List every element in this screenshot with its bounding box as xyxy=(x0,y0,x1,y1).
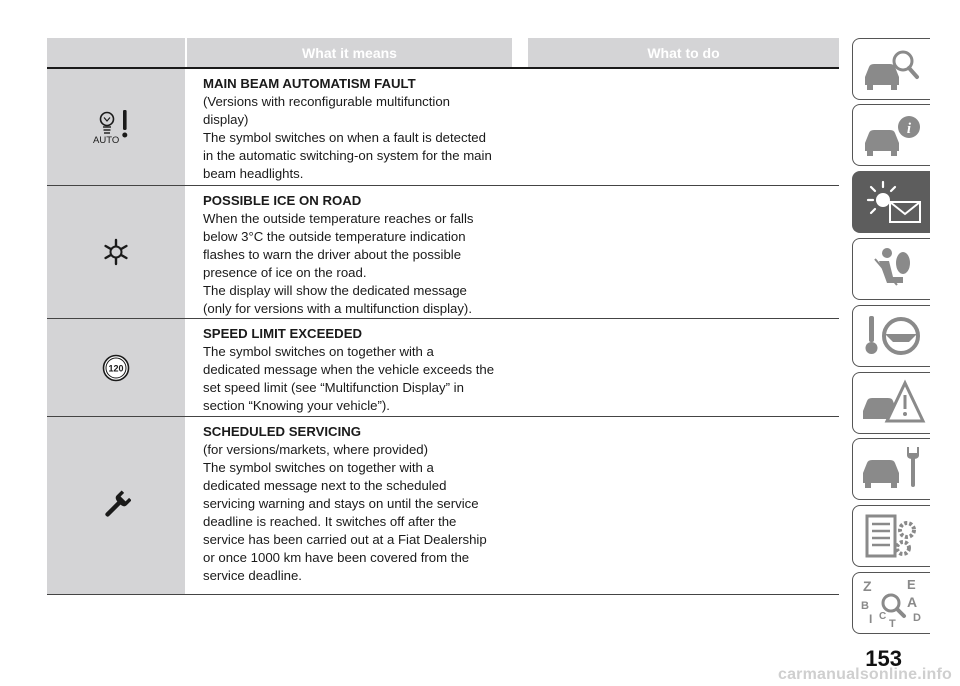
tab-technical-specs[interactable] xyxy=(852,505,930,567)
car-info-icon xyxy=(857,109,927,161)
index-letter: Z xyxy=(862,578,872,594)
alphabetical-index-icon xyxy=(857,577,927,629)
tab-starting-driving[interactable] xyxy=(852,305,930,367)
speed-limit-icon xyxy=(101,353,131,383)
meaning-cell xyxy=(203,69,521,190)
wrench-icon xyxy=(101,490,131,522)
tab-in-an-emergency[interactable] xyxy=(852,372,930,434)
meaning-cell xyxy=(203,319,521,422)
row-title: MAIN BEAM AUTOMATISM FAULT xyxy=(203,76,416,91)
row-description: (for versions/markets, where provided) The symbol switches on together with a dedicated message next to the scheduled servicing warning and stays on until the service deadline is reached. It switches off after the service has been carried out at a Fiat Dealership or once 1000 km have been covered from the service deadline. xyxy=(203,442,487,583)
row-title: SCHEDULED SERVICING xyxy=(203,424,362,439)
row-description: (Versions with reconfigurable multifunction display) The symbol switches on when a fault is detected in the automatic switching-on system for the main beam headlights. xyxy=(203,94,492,181)
index-letter: E xyxy=(906,577,916,592)
watermark: carmanualsonline.info xyxy=(777,666,952,683)
car-search-icon xyxy=(857,43,927,95)
index-letter: A xyxy=(906,594,917,610)
table-row xyxy=(47,319,839,417)
symbol-cell xyxy=(47,417,185,594)
table-row xyxy=(47,69,839,186)
tab-knowing-vehicle[interactable] xyxy=(852,104,930,166)
page-number: 153 xyxy=(865,646,902,671)
speed-limit-value: 120 xyxy=(108,363,124,373)
row-description: When the outside temperature reaches or falls below 3°C the outside temperature indication flashes to warn the driver about the possible presence of ice on the road. The display will show the dedicated message (only for versions with a multifunction display). xyxy=(203,211,474,316)
snowflake-icon xyxy=(101,237,131,267)
index-letter: D xyxy=(912,612,921,624)
specs-gear-icon xyxy=(857,510,927,562)
row-description: The symbol switches on together with a dedicated message when the vehicle exceeds the set speed limit (see “Multifunction Display” in section “Knowing your vehicle”). xyxy=(203,344,495,413)
table-row xyxy=(47,186,839,319)
warning-light-message-icon xyxy=(857,176,927,228)
tab-index[interactable] xyxy=(852,572,930,634)
index-letter: B xyxy=(860,600,869,612)
main-beam-auto-fault-icon xyxy=(91,107,141,147)
meaning-cell xyxy=(203,417,521,592)
symbol-cell xyxy=(47,186,185,318)
car-wrench-icon xyxy=(857,443,927,495)
header-symbol-cell xyxy=(47,38,185,67)
row-title: SPEED LIMIT EXCEEDED xyxy=(203,326,363,341)
tab-warning-lights[interactable] xyxy=(852,171,930,233)
auto-label: AUTO xyxy=(93,135,120,146)
index-letter: C xyxy=(878,611,886,622)
symbol-cell xyxy=(47,69,185,185)
table-header xyxy=(47,38,839,69)
key-steering-wheel-icon xyxy=(857,310,927,362)
seat-airbag-icon xyxy=(857,243,927,295)
warning-lights-table xyxy=(47,38,839,595)
tab-getting-to-know-car[interactable] xyxy=(852,38,930,100)
tab-servicing-care[interactable] xyxy=(852,438,930,500)
header-what-to-do: What to do xyxy=(528,38,839,67)
meaning-cell xyxy=(203,186,521,325)
tab-safety[interactable] xyxy=(852,238,930,300)
row-title: POSSIBLE ICE ON ROAD xyxy=(203,193,362,208)
car-breakdown-warning-icon xyxy=(857,377,927,429)
index-letter: T xyxy=(888,618,896,629)
symbol-cell xyxy=(47,319,185,416)
svg-text:i: i xyxy=(906,121,911,137)
table-row xyxy=(47,417,839,595)
index-letter: I xyxy=(868,612,872,626)
header-what-it-means: What it means xyxy=(187,38,512,67)
